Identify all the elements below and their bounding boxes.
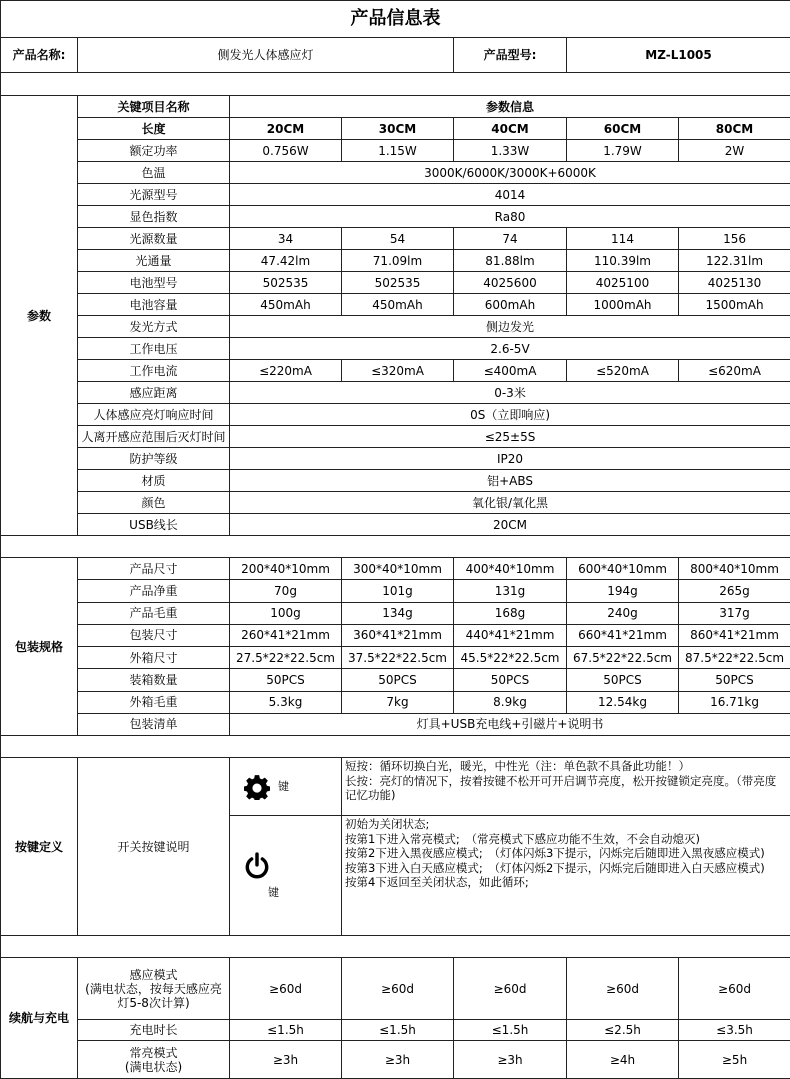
length-value: 80CM bbox=[679, 118, 790, 140]
description-line: 按第1下进入常亮模式; （常亮模式下感应功能不生效，不会自动熄灭) bbox=[345, 832, 787, 847]
row-label: 发光方式 bbox=[78, 316, 230, 338]
section-label-params: 参数 bbox=[1, 96, 78, 536]
value-cell: 600mAh bbox=[454, 294, 567, 316]
value-cell: 54 bbox=[342, 228, 454, 250]
value-cell: 4025100 bbox=[567, 272, 679, 294]
table-row bbox=[1, 426, 790, 448]
value-cell: ≤3.5h bbox=[679, 1020, 790, 1041]
value-cell: 34 bbox=[230, 228, 342, 250]
row-label: 工作电压 bbox=[78, 338, 230, 360]
table-row bbox=[1, 669, 790, 691]
table-row bbox=[1, 316, 790, 338]
length-row bbox=[1, 118, 790, 140]
table-row bbox=[1, 713, 790, 735]
row-label: 光源数量 bbox=[78, 228, 230, 250]
row-label: 感应距离 bbox=[78, 382, 230, 404]
value-cell: 20CM bbox=[230, 514, 790, 536]
spacer-row bbox=[1, 936, 790, 958]
section-label-keys: 按键定义 bbox=[1, 758, 78, 936]
label-line: 感应模式 bbox=[80, 968, 227, 982]
spacer-cell bbox=[1, 536, 790, 558]
model-label: 产品型号: bbox=[454, 38, 567, 73]
row-label: 人体感应亮灯响应时间 bbox=[78, 404, 230, 426]
description-line: 短按：循环切换白光，暖光，中性光（注：单色款不具备此功能！） bbox=[345, 759, 787, 774]
value-cell: 240g bbox=[567, 602, 679, 624]
value-cell: 156 bbox=[679, 228, 790, 250]
value-cell: 81.88lm bbox=[454, 250, 567, 272]
row-label: 包装尺寸 bbox=[78, 624, 230, 646]
value-cell: ≥60d bbox=[342, 958, 454, 1020]
table-row bbox=[1, 272, 790, 294]
value-cell: 101g bbox=[342, 580, 454, 602]
value-cell: ≤1.5h bbox=[230, 1020, 342, 1041]
row-label: 工作电流 bbox=[78, 360, 230, 382]
switch-key-label: 开关按键说明 bbox=[78, 758, 230, 936]
value-cell: 2W bbox=[679, 140, 790, 162]
value-cell: ≤320mA bbox=[342, 360, 454, 382]
value-cell: 110.39lm bbox=[567, 250, 679, 272]
key-label: 键 bbox=[278, 780, 289, 793]
value-cell: 131g bbox=[454, 580, 567, 602]
row-label: 外箱毛重 bbox=[78, 691, 230, 713]
spacer-cell bbox=[1, 736, 790, 758]
value-cell: 铝+ABS bbox=[230, 470, 790, 492]
key-row bbox=[1, 758, 790, 816]
row-label: 光通量 bbox=[78, 250, 230, 272]
value-cell: 660*41*21mm bbox=[567, 624, 679, 646]
value-cell: ≥3h bbox=[342, 1041, 454, 1079]
row-label bbox=[78, 1020, 230, 1041]
value-cell: ≤1.5h bbox=[342, 1020, 454, 1041]
table-row bbox=[1, 294, 790, 316]
table-row bbox=[1, 250, 790, 272]
title-row bbox=[1, 1, 790, 38]
value-cell: 265g bbox=[679, 580, 790, 602]
value-cell: 194g bbox=[567, 580, 679, 602]
value-cell: 260*41*21mm bbox=[230, 624, 342, 646]
row-label: 包装清单 bbox=[78, 713, 230, 735]
description-line: 长按：亮灯的情况下，按着按键不松开可开启调节亮度，松开按键锁定亮度。（带亮度记忆功能) bbox=[345, 774, 787, 803]
spacer-cell bbox=[1, 73, 790, 96]
value-cell: 0-3米 bbox=[230, 382, 790, 404]
spacer-row bbox=[1, 536, 790, 558]
description-line: 按第4下返回至关闭状态，如此循环; bbox=[345, 875, 787, 890]
table-row bbox=[1, 206, 790, 228]
table-row bbox=[1, 514, 790, 536]
model-value: MZ-L1005 bbox=[567, 38, 790, 73]
key-description bbox=[342, 816, 790, 936]
row-label: 产品净重 bbox=[78, 580, 230, 602]
row-label: 防护等级 bbox=[78, 448, 230, 470]
value-cell: ≥5h bbox=[679, 1041, 790, 1079]
table-row bbox=[1, 1020, 790, 1041]
value-cell: ≤220mA bbox=[230, 360, 342, 382]
value-cell: 70g bbox=[230, 580, 342, 602]
value-cell: 450mAh bbox=[230, 294, 342, 316]
label-line: 常亮模式 bbox=[80, 1046, 227, 1060]
value-cell: 450mAh bbox=[342, 294, 454, 316]
value-cell: 50PCS bbox=[454, 669, 567, 691]
spacer-row bbox=[1, 73, 790, 96]
value-cell: 4025130 bbox=[679, 272, 790, 294]
row-label: 色温 bbox=[78, 162, 230, 184]
label-line: 充电时长 bbox=[80, 1023, 227, 1037]
row-label: 长度 bbox=[78, 118, 230, 140]
value-cell: 5.3kg bbox=[230, 691, 342, 713]
table-row bbox=[1, 470, 790, 492]
value-cell: 87.5*22*22.5cm bbox=[679, 647, 790, 669]
value-cell: 50PCS bbox=[567, 669, 679, 691]
table-row bbox=[1, 624, 790, 646]
value-cell: 16.71kg bbox=[679, 691, 790, 713]
row-label: 电池型号 bbox=[78, 272, 230, 294]
value-cell: 440*41*21mm bbox=[454, 624, 567, 646]
value-cell: 氧化银/氧化黑 bbox=[230, 492, 790, 514]
value-cell: 50PCS bbox=[230, 669, 342, 691]
value-cell: ≤620mA bbox=[679, 360, 790, 382]
value-cell: 74 bbox=[454, 228, 567, 250]
value-cell: 4025600 bbox=[454, 272, 567, 294]
row-label: 光源型号 bbox=[78, 184, 230, 206]
value-cell: ≥60d bbox=[230, 958, 342, 1020]
value-cell: 侧边发光 bbox=[230, 316, 790, 338]
value-cell: 50PCS bbox=[679, 669, 790, 691]
row-label: 材质 bbox=[78, 470, 230, 492]
table-row bbox=[1, 382, 790, 404]
value-cell: Ra80 bbox=[230, 206, 790, 228]
length-value: 20CM bbox=[230, 118, 342, 140]
value-cell: 300*40*10mm bbox=[342, 558, 454, 580]
length-value: 30CM bbox=[342, 118, 454, 140]
row-label: 装箱数量 bbox=[78, 669, 230, 691]
value-cell: 400*40*10mm bbox=[454, 558, 567, 580]
header-key: 关键项目名称 bbox=[78, 96, 230, 118]
row-label: 颜色 bbox=[78, 492, 230, 514]
row-label: 显色指数 bbox=[78, 206, 230, 228]
value-cell: 37.5*22*22.5cm bbox=[342, 647, 454, 669]
row-label: 产品尺寸 bbox=[78, 558, 230, 580]
value-cell: 3000K/6000K/3000K+6000K bbox=[230, 162, 790, 184]
value-cell: 2.6-5V bbox=[230, 338, 790, 360]
row-label: 额定功率 bbox=[78, 140, 230, 162]
value-cell: 8.9kg bbox=[454, 691, 567, 713]
description-line: 按第3下进入白天感应模式; （灯体闪烁2下提示，闪烁完后随即进入白天感应模式) bbox=[345, 861, 787, 876]
value-cell: 灯具+USB充电线+引磁片+说明书 bbox=[230, 713, 790, 735]
value-cell: IP20 bbox=[230, 448, 790, 470]
table-row bbox=[1, 691, 790, 713]
value-cell: 502535 bbox=[230, 272, 342, 294]
value-cell: 1000mAh bbox=[567, 294, 679, 316]
value-cell: 12.54kg bbox=[567, 691, 679, 713]
value-cell: ≥4h bbox=[567, 1041, 679, 1079]
params-header-row bbox=[1, 96, 790, 118]
table-row bbox=[1, 492, 790, 514]
row-label: 电池容量 bbox=[78, 294, 230, 316]
label-line: 灯5-8次计算) bbox=[80, 996, 227, 1010]
section-label-endurance: 续航与充电 bbox=[1, 958, 78, 1079]
row-label: 人离开感应范围后灭灯时间 bbox=[78, 426, 230, 448]
value-cell: 800*40*10mm bbox=[679, 558, 790, 580]
table-row bbox=[1, 1041, 790, 1079]
spacer-row bbox=[1, 736, 790, 758]
value-cell: 71.09lm bbox=[342, 250, 454, 272]
gear-icon bbox=[244, 779, 270, 793]
table-row bbox=[1, 602, 790, 624]
value-cell: 600*40*10mm bbox=[567, 558, 679, 580]
value-cell: ≤25±5S bbox=[230, 426, 790, 448]
value-cell: 0.756W bbox=[230, 140, 342, 162]
value-cell: ≤400mA bbox=[454, 360, 567, 382]
product-name: 侧发光人体感应灯 bbox=[78, 38, 454, 73]
value-cell: 0S（立即响应) bbox=[230, 404, 790, 426]
value-cell: 4014 bbox=[230, 184, 790, 206]
row-label: 产品毛重 bbox=[78, 602, 230, 624]
key-cell bbox=[230, 758, 342, 816]
table-row bbox=[1, 360, 790, 382]
description-line: 按第2下进入黑夜感应模式; （灯体闪烁3下提示，闪烁完后随即进入黑夜感应模式) bbox=[345, 846, 787, 861]
key-description bbox=[342, 758, 790, 816]
value-cell: 50PCS bbox=[342, 669, 454, 691]
value-cell: 502535 bbox=[342, 272, 454, 294]
value-cell: ≤2.5h bbox=[567, 1020, 679, 1041]
product-row bbox=[1, 38, 790, 73]
section-label-packaging: 包装规格 bbox=[1, 558, 78, 736]
value-cell: 122.31lm bbox=[679, 250, 790, 272]
value-cell: 7kg bbox=[342, 691, 454, 713]
table-row bbox=[1, 184, 790, 206]
key-label: 键 bbox=[268, 886, 339, 900]
table-row bbox=[1, 558, 790, 580]
value-cell: 360*41*21mm bbox=[342, 624, 454, 646]
value-cell: 1.33W bbox=[454, 140, 567, 162]
table-row bbox=[1, 647, 790, 669]
table-row bbox=[1, 338, 790, 360]
value-cell: 1.15W bbox=[342, 140, 454, 162]
spacer-cell bbox=[1, 936, 790, 958]
label-line: (满电状态，按每天感应亮 bbox=[80, 982, 227, 996]
label-line: (满电状态) bbox=[80, 1060, 227, 1074]
value-cell: 114 bbox=[567, 228, 679, 250]
table-row bbox=[1, 404, 790, 426]
table-row bbox=[1, 140, 790, 162]
value-cell: 134g bbox=[342, 602, 454, 624]
header-info: 参数信息 bbox=[230, 96, 790, 118]
value-cell: 67.5*22*22.5cm bbox=[567, 647, 679, 669]
value-cell: 860*41*21mm bbox=[679, 624, 790, 646]
value-cell: 27.5*22*22.5cm bbox=[230, 647, 342, 669]
value-cell: ≥60d bbox=[454, 958, 567, 1020]
table-row bbox=[1, 162, 790, 184]
value-cell: ≥3h bbox=[230, 1041, 342, 1079]
value-cell: ≥3h bbox=[454, 1041, 567, 1079]
value-cell: 168g bbox=[454, 602, 567, 624]
row-label: 外箱尺寸 bbox=[78, 647, 230, 669]
table-row bbox=[1, 228, 790, 250]
value-cell: 47.42lm bbox=[230, 250, 342, 272]
product-name-label: 产品名称: bbox=[1, 38, 78, 73]
description-line: 初始为关闭状态; bbox=[345, 817, 787, 832]
value-cell: ≥60d bbox=[679, 958, 790, 1020]
value-cell: 200*40*10mm bbox=[230, 558, 342, 580]
value-cell: ≤520mA bbox=[567, 360, 679, 382]
power-icon bbox=[244, 858, 270, 872]
value-cell: 45.5*22*22.5cm bbox=[454, 647, 567, 669]
value-cell: 1.79W bbox=[567, 140, 679, 162]
row-label: USB线长 bbox=[78, 514, 230, 536]
value-cell: ≤1.5h bbox=[454, 1020, 567, 1041]
row-label bbox=[78, 958, 230, 1020]
table-row bbox=[1, 958, 790, 1020]
value-cell: ≥60d bbox=[567, 958, 679, 1020]
length-value: 40CM bbox=[454, 118, 567, 140]
page-title: 产品信息表 bbox=[1, 1, 790, 38]
value-cell: 100g bbox=[230, 602, 342, 624]
table-row bbox=[1, 580, 790, 602]
length-value: 60CM bbox=[567, 118, 679, 140]
value-cell: 1500mAh bbox=[679, 294, 790, 316]
key-cell bbox=[230, 816, 342, 936]
row-label bbox=[78, 1041, 230, 1079]
table-row bbox=[1, 448, 790, 470]
value-cell: 317g bbox=[679, 602, 790, 624]
